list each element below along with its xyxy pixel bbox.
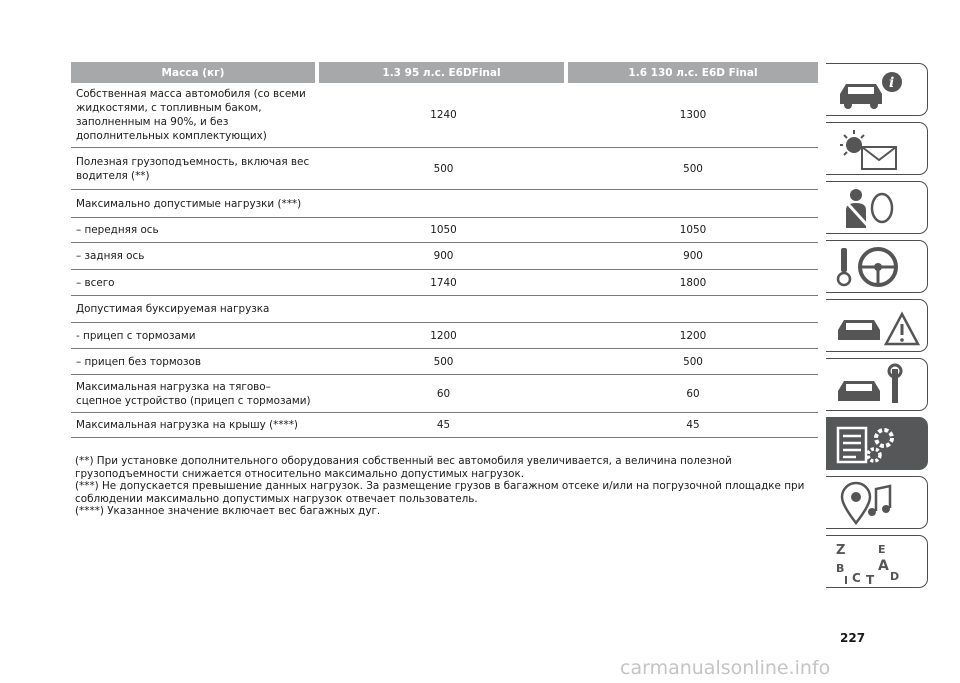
car-accident-icon: [832, 304, 922, 349]
tab-safety[interactable]: [826, 181, 928, 234]
row-value-engine-1: 1050: [430, 224, 457, 236]
tab-warning-lights[interactable]: [826, 122, 928, 175]
tab-car-info[interactable]: [826, 63, 928, 116]
page-number: 227: [840, 631, 866, 645]
row-value-engine-1: 1740: [430, 276, 457, 289]
row-value-engine-2: 60: [686, 387, 700, 400]
table-row: [71, 296, 818, 323]
tab-maintenance[interactable]: [826, 358, 928, 411]
row-label: Максимально допустимые нагрузки (***): [76, 197, 302, 210]
tab-index[interactable]: [826, 535, 928, 588]
table-row: [71, 218, 818, 243]
index-letter-a: A: [878, 558, 889, 574]
row-value-engine-1: [319, 190, 568, 217]
header-engine-1: 1.3 95 л.с. E6DFinal: [319, 62, 564, 83]
table-row: [71, 270, 818, 296]
row-value-engine-2: 900: [683, 250, 703, 262]
tab-technical-data[interactable]: [826, 417, 928, 470]
footnote-3: (***) Не допускается превышение данных нагрузок. За размещение грузов в багажном отсеке и/или на погрузочной площадке при соблюдении максимально допустимых нагрузок отвечает пользователь.: [75, 480, 805, 505]
row-value-engine-1: [319, 296, 568, 322]
row-label: – задняя ось: [76, 250, 145, 262]
row-label: Максимальная нагрузка на крышу (****): [76, 419, 298, 431]
tab-multimedia[interactable]: [826, 476, 928, 529]
row-value-engine-1: 500: [433, 162, 454, 175]
index-letter-d: D: [890, 570, 900, 583]
row-label: Собственная масса автомобиля (со всеми жидкостями, с топливным баком, заполненным на 90%, и без дополнительных комплектующих): [76, 88, 306, 142]
row-value-engine-2: 1300: [679, 109, 707, 121]
music-navigation-icon: [832, 481, 922, 526]
row-label: – прицеп без тормозов: [76, 355, 202, 368]
index-letter-e: E: [878, 543, 886, 556]
index-letter-t: T: [866, 573, 875, 585]
table-row: [71, 148, 818, 190]
tab-starting-driving[interactable]: [826, 240, 928, 293]
row-value-engine-2: 500: [683, 162, 703, 175]
index-letter-c: C: [852, 571, 861, 585]
index-letter-b: B: [836, 562, 845, 575]
header-mass: Масса (кг): [71, 62, 315, 83]
row-value-engine-1: 500: [433, 355, 454, 368]
index-letter-z: Z: [836, 543, 846, 558]
row-label: - прицеп с тормозами: [76, 329, 196, 342]
row-value-engine-1: 60: [436, 387, 451, 400]
header-engine-2: 1.6 130 л.с. E6D Final: [568, 62, 818, 83]
row-value-engine-1: 1240: [430, 109, 457, 121]
warning-lights-icon: [832, 127, 922, 172]
key-steering-wheel-icon: [832, 245, 922, 290]
row-value-engine-1: 900: [433, 250, 454, 262]
tab-emergency[interactable]: [826, 299, 928, 352]
row-value-engine-2: 1200: [679, 329, 707, 342]
row-value-engine-2: [568, 296, 818, 322]
table-row: [71, 323, 818, 349]
row-value-engine-2: [568, 190, 818, 217]
table-row: [71, 243, 818, 270]
seatbelt-airbag-icon: [832, 186, 922, 231]
watermark: carmanualsonline.info: [620, 657, 831, 679]
row-value-engine-2: 45: [686, 419, 700, 431]
table-body: [71, 83, 818, 438]
alphabetical-index-icon: [832, 540, 922, 585]
row-value-engine-2: 500: [683, 355, 703, 368]
footnotes: [75, 455, 820, 518]
table-row: [71, 83, 818, 148]
row-label: Полезная грузоподъемность, включая вес водителя (**): [76, 155, 310, 182]
table-header: [71, 62, 818, 83]
table-row: [71, 349, 818, 375]
table-row: [71, 413, 818, 438]
row-value-engine-2: 1800: [679, 276, 707, 289]
tech-specs-gear-icon: [832, 422, 922, 467]
row-label: – передняя ось: [76, 224, 159, 236]
row-value-engine-1: 1200: [430, 329, 457, 342]
chapter-tabs: [826, 63, 928, 594]
car-info-icon: [832, 68, 922, 113]
svg-text:i: i: [889, 75, 895, 91]
row-label: Допустимая буксируемая нагрузка: [76, 303, 270, 315]
row-label: Максимальная нагрузка на тягово–сцепное устройство (прицеп с тормозами): [76, 380, 311, 407]
table-row: [71, 190, 818, 218]
row-value-engine-2: 1050: [679, 224, 707, 236]
footnote-2: (**) При установке дополнительного оборудования собственный вес автомобиля увеличивается, а величина полезной грузоподъемности снижается относительно максимально допустимых нагрузок.: [75, 455, 732, 480]
table-row: [71, 375, 818, 413]
row-label: – всего: [76, 276, 115, 289]
car-wrench-icon: [832, 363, 922, 408]
mass-table: [71, 62, 818, 438]
footnote-4: (****) Указанное значение включает вес багажных дуг.: [75, 505, 381, 517]
row-value-engine-1: 45: [436, 419, 451, 431]
